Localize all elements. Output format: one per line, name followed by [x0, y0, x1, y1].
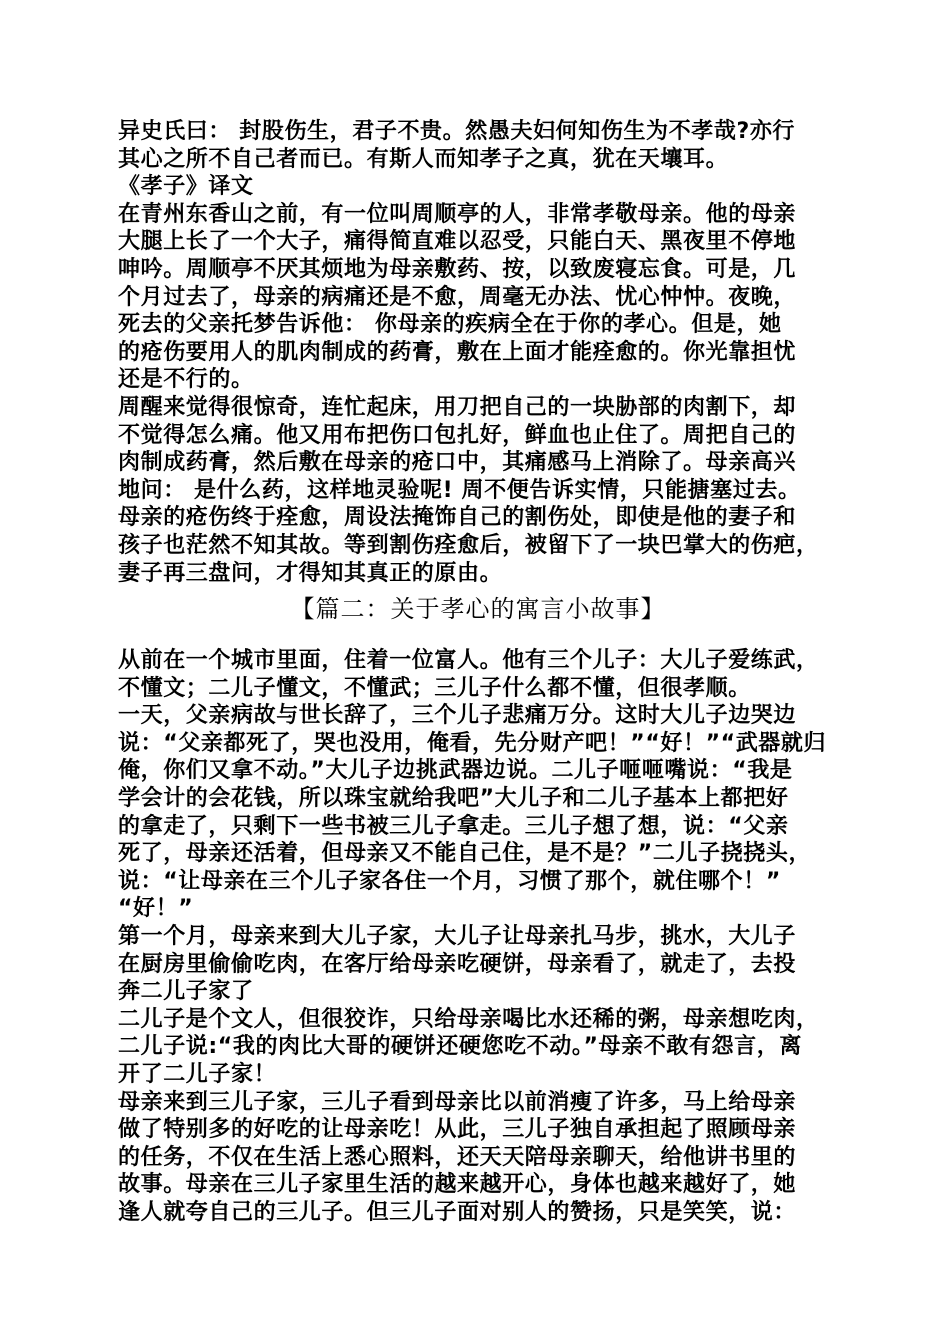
- paragraph-translation-1: 在青州东香山之前，有一位叫周顺亭的人，非常孝敬母亲。他的母亲 大腿上长了一个大子，痛得简直难以忍受，只能白天、黑夜里不停地 呻吟。周顺亭不厌其烦地为母亲敷药、按，以致废寝忘食。可是，几 个月过去了，母亲的病痛还是不愈，周毫无办法、忧心忡忡。夜晚， 死去的父亲托梦告诉他： 你母亲的疾病全在于你的孝心。但是，她 的疮伤要用人的肌肉制成的药膏，敷在上面才能痊愈的。你光靠担忧 还是不行的。: [118, 201, 797, 393]
- section-heading: 【篇二：关于孝心的寓言小故事】: [290, 595, 666, 624]
- paragraph-story-5: 母亲来到三儿子家，三儿子看到母亲比以前消瘦了许多，马上给母亲 做了特别多的好吃的让母亲吃！从此，三儿子独自承担起了照顾母亲 的任务，不仅在生活上悉心照料，还天天陪母亲聊天，给他讲书里的 故事。母亲在三儿子家里生活的越来越开心，身体也越来越好了，她 逢人就夸自己的三儿子。但三儿子面对别人的赞扬，只是笑笑，说：: [118, 1089, 797, 1225]
- translation-title: 《孝子》译文: [118, 174, 254, 200]
- paragraph-story-1: 从前在一个城市里面，住着一位富人。他有三个儿子：大儿子爱练武， 不懂文；二儿子懂文，不懂武；三儿子什么都不懂，但很孝顺。: [118, 648, 819, 701]
- document-body: [118, 118, 838, 1227]
- paragraph-story-3: 第一个月，母亲来到大儿子家，大儿子让母亲扎马步，挑水，大儿子 在厨房里偷偷吃肉，在客厅给母亲吃硬饼，母亲看了，就走了，去投 奔二儿子家了: [118, 924, 797, 1005]
- paragraph-story-2: 一天，父亲病故与世长辞了，三个儿子悲痛万分。这时大儿子边哭边 说：“父亲都死了，哭也没用，俺看，先分财产吧！”“好！”“武器就归 俺，你们又拿不动。”大儿子边挑武器边说。二儿子咂咂嘴说：“我是 学会计的会花钱，所以珠宝就给我吧”大儿子和二儿子基本上都把好 的拿走了，只剩下一些书被三儿子拿走。三儿子想了想，说：“父亲 死了，母亲还活着，但母亲又不能自己住，是不是？”二儿子挠挠头， 说：“让母亲在三个儿子家各住一个月，习惯了那个，就住哪个！” “好！”: [118, 703, 827, 922]
- paragraph-translation-2: 周醒来觉得很惊奇，连忙起床，用刀把自己的一块胁部的肉割下，却 不觉得怎么痛。他又用布把伤口包扎好，鲜血也止住了。周把自己的 肉制成药膏，然后敷在母亲的疮口中，其痛感马上消除了。母亲高兴 地问： 是什么药，这样地灵验呢! 周不便告诉实情，只能搪塞过去。 母亲的疮伤终于痊愈，周设法掩饰自己的割伤处，即使是他的妻子和 孩子也茫然不知其故。等到割伤痊愈后，被留下了一块巴掌大的伤疤， 妻子再三盘问，才得知其真正的原由。: [118, 394, 819, 586]
- paragraph-story-4: 二儿子是个文人，但很狡诈，只给母亲喝比水还稀的粥，母亲想吃肉， 二儿子说:“我的肉比大哥的硬饼还硬您吃不动。”母亲不敢有怨言，离 开了二儿子家！: [118, 1006, 819, 1087]
- paragraph-commentary: 异史氏曰： 封股伤生，君子不贵。然愚夫妇何知伤生为不孝哉?亦行 其心之所不自己者而已。有斯人而知孝子之真，犹在天壤耳。: [118, 119, 796, 172]
